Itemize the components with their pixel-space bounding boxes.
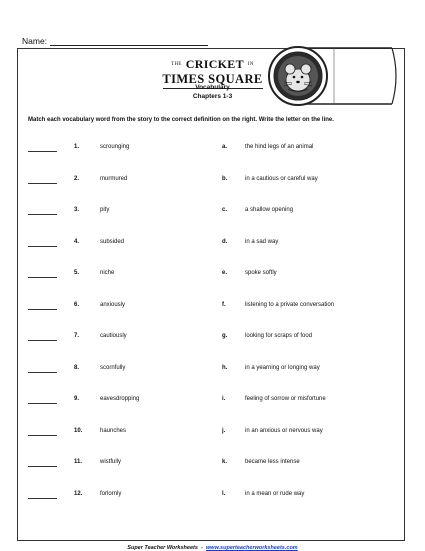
definition-letter: g. — [222, 333, 228, 339]
item-number: 8. — [74, 364, 80, 371]
definition-text: became less intense — [245, 459, 300, 465]
match-row — [0, 428, 425, 438]
answer-blank[interactable] — [28, 306, 57, 310]
definition-letter: e. — [222, 270, 228, 276]
instructions: Match each vocabulary word from the story to the correct definition on the right. Write the letter on the line. — [28, 117, 334, 123]
name-field[interactable] — [50, 36, 208, 46]
item-number: 10. — [74, 427, 83, 434]
definition-letter: d. — [222, 238, 228, 245]
vocabulary-word: subsided — [100, 238, 125, 245]
item-number: 11. — [74, 459, 83, 465]
item-number: 9. — [74, 396, 80, 402]
definition-text: spoke softly — [245, 270, 277, 276]
definition-letter: c. — [222, 207, 228, 213]
item-number: 2. — [74, 175, 80, 182]
definition-letter: j. — [222, 427, 226, 434]
definition-letter: i. — [222, 396, 226, 402]
match-row — [0, 459, 425, 469]
definition-letter: k. — [222, 459, 228, 465]
definition-letter: l. — [222, 490, 226, 497]
match-row — [0, 176, 425, 186]
match-row — [0, 302, 425, 312]
match-row — [0, 239, 425, 249]
footer — [0, 545, 425, 551]
definition-letter: b. — [222, 175, 228, 182]
footer-separator: - — [200, 545, 203, 551]
answer-blank[interactable] — [28, 243, 57, 247]
definition-text: a shallow opening — [245, 207, 294, 213]
worksheet-subtitle: Chapters 1-3 — [192, 93, 233, 100]
book-title-logo: THE CRICKET IN TIMES SQUARE — [150, 56, 275, 89]
definition-text: feeling of sorrow or misfortune — [245, 396, 326, 402]
item-number: 5. — [74, 270, 80, 276]
worksheet-title: Vocabulary — [195, 84, 230, 91]
item-number: 3. — [74, 207, 80, 213]
definition-text: listening to a private conversation — [245, 301, 335, 308]
definition-letter: a. — [222, 144, 228, 150]
answer-blank[interactable] — [28, 337, 57, 341]
item-number: 1. — [74, 144, 80, 150]
answer-blank[interactable] — [28, 432, 57, 436]
definition-text: in a mean or rude way — [245, 490, 305, 497]
vocabulary-word: anxiously — [100, 301, 126, 308]
answer-blank[interactable] — [28, 180, 57, 184]
pipe-mouse-illustration — [266, 42, 398, 112]
vocabulary-word: pity — [100, 207, 110, 213]
definition-text: looking for scraps of food — [245, 333, 313, 339]
answer-blank[interactable] — [28, 211, 57, 215]
match-row — [0, 491, 425, 501]
match-row — [0, 333, 425, 343]
answer-blank[interactable] — [28, 400, 57, 404]
vocabulary-word: forlornly — [100, 490, 122, 497]
match-row — [0, 144, 425, 154]
vocabulary-word: murmured — [100, 175, 128, 182]
definition-text: in an anxious or nervous way — [245, 427, 323, 434]
answer-blank[interactable] — [28, 463, 57, 467]
name-label: Name: — [22, 36, 48, 46]
footer-brand: Super Teacher Worksheets — [127, 545, 198, 551]
vocabulary-word: eavesdropping — [100, 396, 140, 402]
footer-link[interactable]: www.superteacherworksheets.com — [205, 545, 298, 551]
answer-blank[interactable] — [28, 274, 57, 278]
vocabulary-word: niche — [100, 270, 115, 276]
vocabulary-word: scrounging — [100, 144, 130, 150]
match-row — [0, 270, 425, 280]
match-row — [0, 396, 425, 406]
vocabulary-word: scornfully — [100, 364, 126, 371]
definition-text: in a yearning or longing way — [245, 364, 320, 371]
vocabulary-word: haunches — [100, 427, 127, 434]
answer-blank[interactable] — [28, 369, 57, 373]
match-row — [0, 207, 425, 217]
definition-letter: h. — [222, 364, 228, 371]
definition-text: in a sad way — [245, 238, 279, 245]
definition-text: in a cautious or careful way — [245, 175, 318, 182]
definition-letter: f. — [222, 301, 226, 308]
item-number: 12. — [74, 490, 83, 497]
name-row — [22, 36, 208, 46]
answer-blank[interactable] — [28, 148, 57, 152]
definition-text: the hind legs of an animal — [245, 144, 314, 150]
item-number: 4. — [74, 238, 80, 245]
match-row — [0, 365, 425, 375]
answer-blank[interactable] — [28, 495, 57, 499]
vocabulary-word: wistfully — [100, 459, 122, 465]
item-number: 7. — [74, 333, 80, 339]
vocabulary-word: cautiously — [100, 333, 127, 339]
item-number: 6. — [74, 301, 80, 308]
